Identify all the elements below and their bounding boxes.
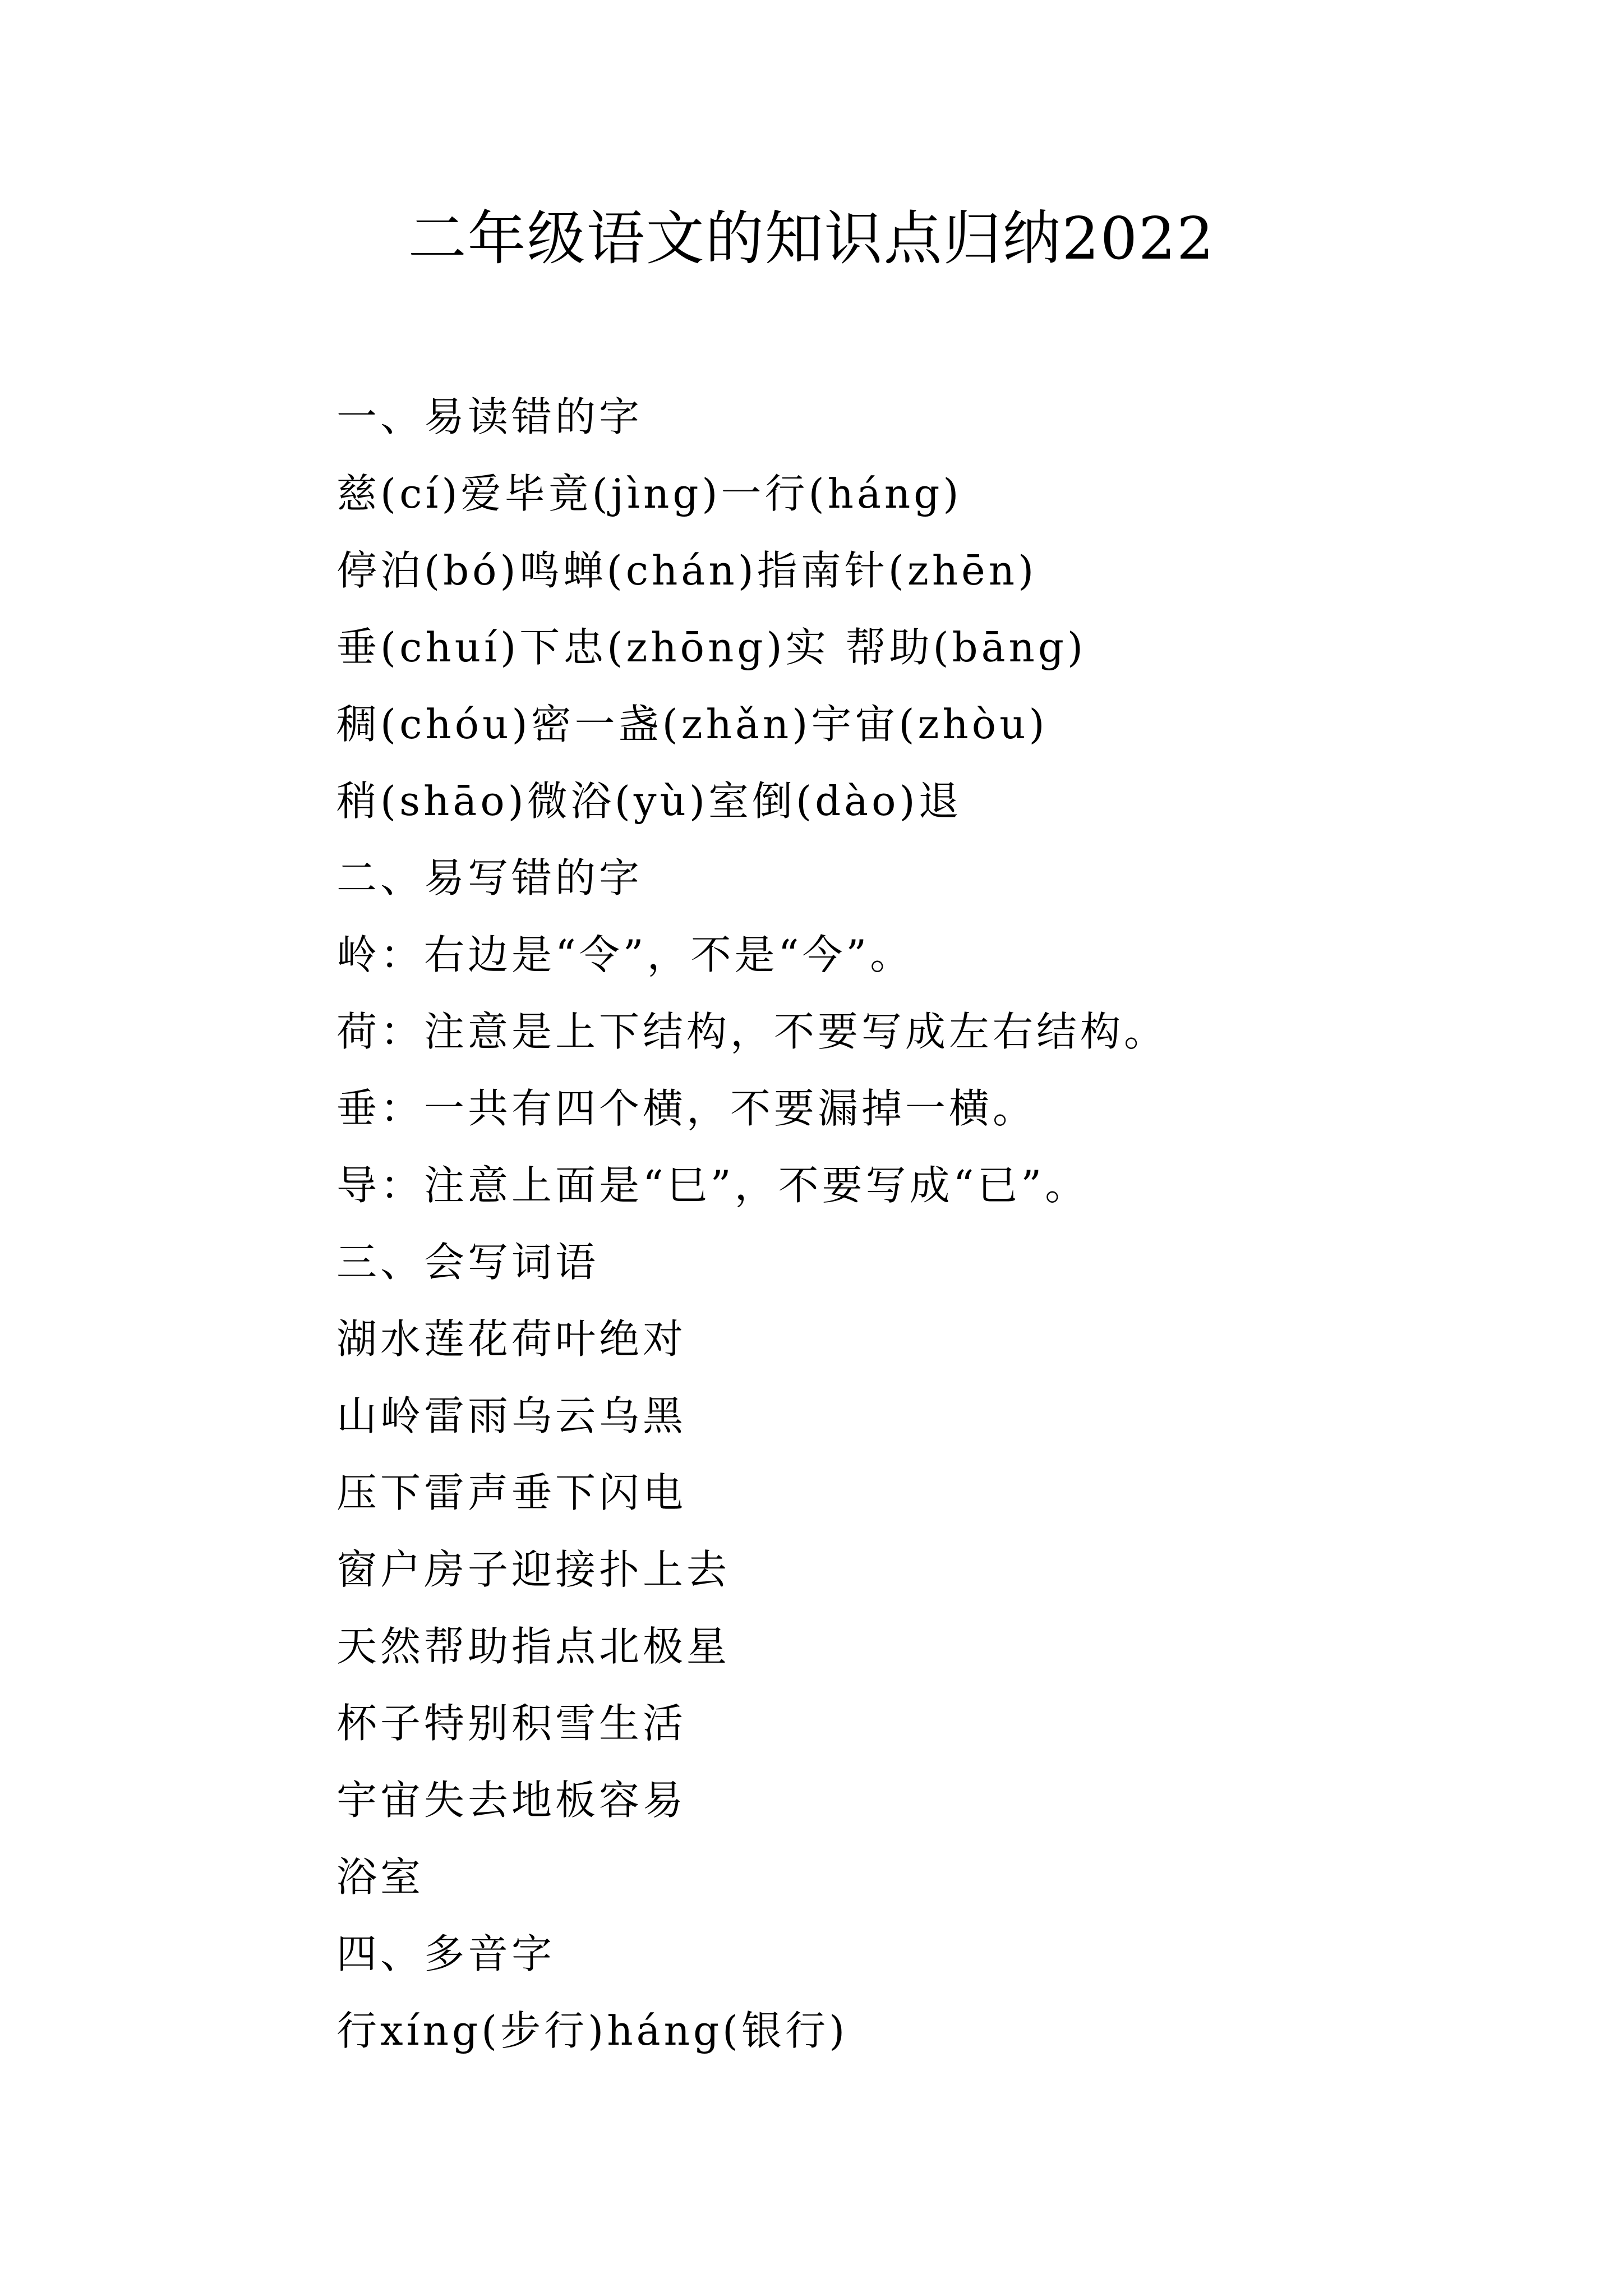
document-body bbox=[336, 379, 1570, 2069]
text-line: 垂：一共有四个横，不要漏掉一横。 bbox=[336, 1085, 1037, 1132]
text-line: 慈(cí)爱毕竟(jìng)一行(háng) bbox=[336, 470, 962, 517]
document-title: 二年级语文的知识点归纳2022 bbox=[408, 204, 1215, 273]
text-line: 山岭雷雨乌云乌黑 bbox=[336, 1392, 687, 1439]
text-line: 稠(chóu)密一盏(zhǎn)宇宙(zhòu) bbox=[336, 701, 1048, 748]
text-line: 宇宙失去地板容易 bbox=[336, 1777, 687, 1824]
text-line: 天然帮助指点北极星 bbox=[336, 1623, 731, 1670]
text-line: 停泊(bó)鸣蝉(chán)指南针(zhēn) bbox=[336, 547, 1038, 594]
text-line: 导：注意上面是“巳”，不要写成“已”。 bbox=[336, 1162, 1089, 1209]
text-line: 压下雷声垂下闪电 bbox=[336, 1469, 687, 1516]
section-heading-vocabulary: 三、会写词语 bbox=[336, 1239, 600, 1286]
section-heading-polyphonic: 四、多音字 bbox=[336, 1930, 556, 1977]
text-line: 杯子特别积雪生活 bbox=[336, 1700, 687, 1747]
section-heading-miswritten-chars: 二、易写错的字 bbox=[336, 854, 643, 901]
text-line: 浴室 bbox=[336, 1853, 425, 1901]
text-line: 行xíng(步行)háng(银行) bbox=[336, 2007, 849, 2054]
text-line: 稍(shāo)微浴(yù)室倒(dào)退 bbox=[336, 777, 962, 825]
text-line: 窗户房子迎接扑上去 bbox=[336, 1546, 731, 1593]
text-line: 荷：注意是上下结构，不要写成左右结构。 bbox=[336, 1008, 1168, 1055]
section-heading-misread-chars: 一、易读错的字 bbox=[336, 393, 643, 440]
text-line: 湖水莲花荷叶绝对 bbox=[336, 1315, 687, 1363]
text-line: 垂(chuí)下忠(zhōng)实 帮助(bāng) bbox=[336, 624, 1087, 671]
text-line: 岭：右边是“令”，不是“今”。 bbox=[336, 931, 914, 978]
